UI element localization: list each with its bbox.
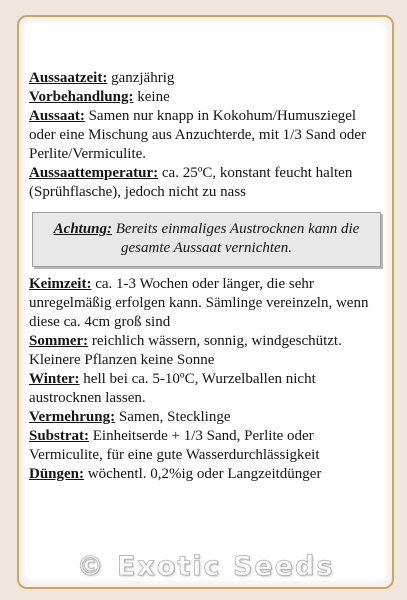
label-sommer: Sommer:	[29, 333, 89, 349]
label-aussaatzeit: Aussaatzeit:	[29, 70, 108, 86]
section-vorbehandlung	[29, 88, 384, 107]
section-aussaat	[29, 107, 384, 164]
value-sommer: reichlich wässern, sonnig, windgeschützt. Kleinere Pflanzen keine Sonne	[29, 333, 342, 368]
section-duengen	[29, 465, 384, 484]
label-winter: Winter:	[29, 371, 80, 387]
section-substrat	[29, 427, 384, 465]
label-duengen: Düngen:	[29, 466, 85, 482]
value-substrat: Einheitserde + 1/3 Sand, Perlite oder Vermiculite, für eine gute Wasserdurchlässigkeit	[29, 428, 320, 463]
value-keimzeit: ca. 1-3 Wochen oder länger, die sehr unregelmäßig erfolgen kann. Sämlinge vereinzeln, wenn diese ca. 4cm groß sind	[29, 276, 369, 330]
section-sommer	[29, 332, 384, 370]
warning-text: Bereits einmaliges Austrocknen kann die gesamte Aussaat vernichten.	[115, 221, 360, 256]
label-aussaat: Aussaat:	[29, 108, 85, 124]
label-vorbehandlung: Vorbehandlung:	[29, 89, 134, 105]
label-aussaattemperatur: Aussaattemperatur:	[29, 165, 159, 181]
value-winter: hell bei ca. 5-10ºC, Wurzelballen nicht austrocknen lassen.	[29, 371, 316, 406]
section-keimzeit	[29, 275, 384, 332]
instructions-text	[29, 69, 384, 484]
value-duengen: wöchentl. 0,2%ig oder Langzeitdünger	[87, 466, 322, 482]
warning-box	[32, 212, 381, 267]
seed-info-card	[17, 15, 394, 589]
value-aussaat: Samen nur knapp in Kokohum/Humusziegel oder eine Mischung aus Anzuchterde, mit 1/3 Sand oder Perlite/Vermiculite.	[29, 108, 367, 162]
label-keimzeit: Keimzeit:	[29, 276, 92, 292]
label-vermehrung: Vermehrung:	[29, 409, 116, 425]
section-aussaattemperatur	[29, 164, 384, 202]
copyright-watermark: © Exotic Seeds	[76, 551, 335, 582]
value-vorbehandlung: keine	[137, 89, 170, 105]
value-vermehrung: Samen, Stecklinge	[118, 409, 231, 425]
section-vermehrung	[29, 408, 384, 427]
value-aussaattemperatur: ca. 25ºC, konstant feucht halten (Sprühflasche), jedoch nicht zu nass	[29, 165, 353, 200]
section-winter	[29, 370, 384, 408]
section-aussaatzeit	[29, 69, 384, 88]
label-substrat: Substrat:	[29, 428, 90, 444]
value-aussaatzeit: ganzjährig	[111, 70, 175, 86]
warning-label: Achtung:	[53, 221, 113, 237]
